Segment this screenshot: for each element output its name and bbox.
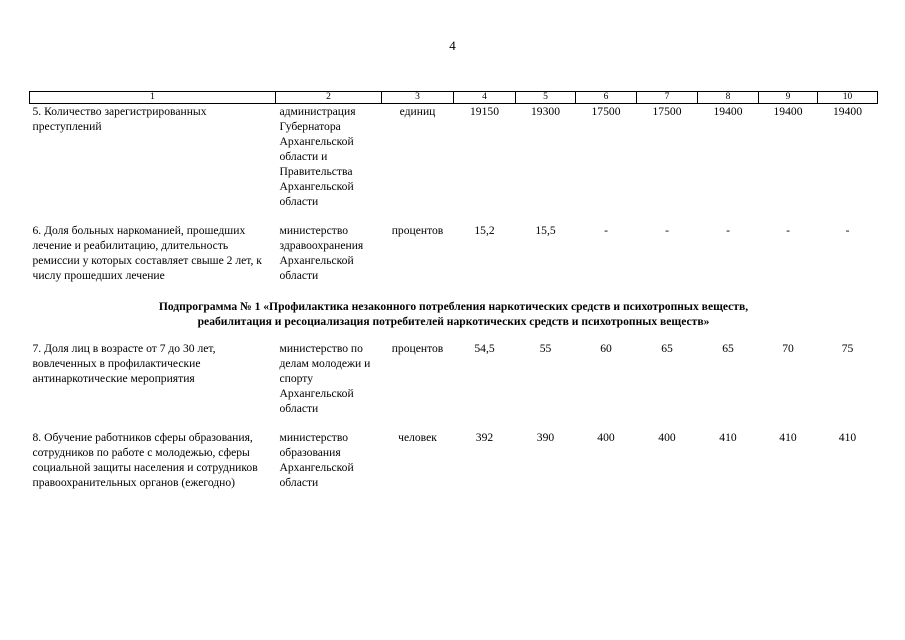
- value-cell: 19300: [531, 105, 560, 118]
- column-header: 9: [759, 92, 818, 104]
- value-cell: 392: [475, 431, 494, 444]
- value-cell: 400: [658, 431, 676, 444]
- indicators-table: [29, 91, 878, 490]
- unit-cell: человек: [398, 431, 437, 444]
- value-cell: 15,5: [535, 224, 556, 237]
- value-cell: 75: [841, 342, 854, 355]
- column-header: 1: [30, 92, 276, 104]
- value-cell: -: [786, 224, 790, 237]
- table-row: [30, 223, 878, 283]
- value-cell: 19150: [470, 105, 499, 118]
- value-cell: -: [604, 224, 608, 237]
- value-cell: 390: [536, 431, 555, 444]
- responsible-org: министерство здравоохранения Архангельской области: [279, 224, 364, 282]
- responsible-org: администрация Губернатора Архангельской области и Правительства Архангельской области: [279, 105, 356, 208]
- value-cell: 19400: [713, 105, 743, 118]
- value-cell: 410: [779, 431, 797, 444]
- page-number: 4: [449, 38, 456, 53]
- value-cell: 17500: [591, 105, 621, 118]
- value-cell: 54,5: [474, 342, 495, 355]
- value-cell: 19400: [773, 105, 803, 118]
- column-header: 8: [698, 92, 759, 104]
- table-row: [30, 104, 878, 210]
- subprogram-title-line: реабилитация и ресоциализация потребителей наркотических средств и психотропных веществ»: [197, 315, 710, 328]
- column-header: 2: [276, 92, 382, 104]
- value-cell: 55: [539, 342, 552, 355]
- value-cell: -: [845, 224, 850, 237]
- table-row: [30, 341, 878, 416]
- subprogram-heading-row: [30, 283, 878, 341]
- indicator-name: 6. Доля больных наркоманией, прошедших лечение и реабилитацию, длительность ремиссии у которых составляет свыше 2 лет, к числу прошедших лечение: [32, 224, 262, 282]
- value-cell: 400: [597, 431, 615, 444]
- value-cell: 410: [719, 431, 737, 444]
- value-cell: 65: [722, 342, 734, 355]
- header-row: [30, 92, 878, 104]
- unit-cell: процентов: [391, 224, 444, 237]
- value-cell: 410: [838, 431, 857, 444]
- responsible-org: министерство образования Архангельской области: [279, 431, 354, 489]
- subprogram-heading: [30, 283, 878, 341]
- row-spacer: [30, 416, 878, 430]
- value-cell: 17500: [652, 105, 682, 118]
- row-spacer: [30, 209, 878, 223]
- column-header: 10: [818, 92, 878, 104]
- value-cell: 19400: [833, 105, 862, 118]
- column-header: 6: [576, 92, 637, 104]
- column-header: 4: [454, 92, 516, 104]
- subprogram-title-line: Подпрограмма № 1 «Профилактика незаконного потребления наркотических средств и психотропных веществ,: [158, 300, 749, 313]
- indicator-name: 8. Обучение работников сферы образования, сотрудников по работе с молодежью, сферы социальной защиты населения и сотрудников правоохранительных органов (ежегодно): [32, 431, 258, 489]
- unit-cell: процентов: [391, 342, 444, 355]
- column-header: 3: [382, 92, 454, 104]
- indicator-name: 7. Доля лиц в возрасте от 7 до 30 лет, вовлеченных в профилактические антинаркотические мероприятия: [32, 342, 216, 385]
- unit-cell: единиц: [399, 105, 436, 118]
- table-row: [30, 430, 878, 490]
- value-cell: -: [665, 224, 669, 237]
- responsible-org: министерство по делам молодежи и спорту Архангельской области: [279, 342, 371, 415]
- column-header: 5: [516, 92, 576, 104]
- value-cell: 60: [600, 342, 612, 355]
- column-header: 7: [637, 92, 698, 104]
- indicator-name: 5. Количество зарегистрированных преступлений: [32, 105, 207, 133]
- value-cell: 15,2: [474, 224, 495, 237]
- value-cell: -: [726, 224, 730, 237]
- value-cell: 70: [782, 342, 794, 355]
- value-cell: 65: [661, 342, 673, 355]
